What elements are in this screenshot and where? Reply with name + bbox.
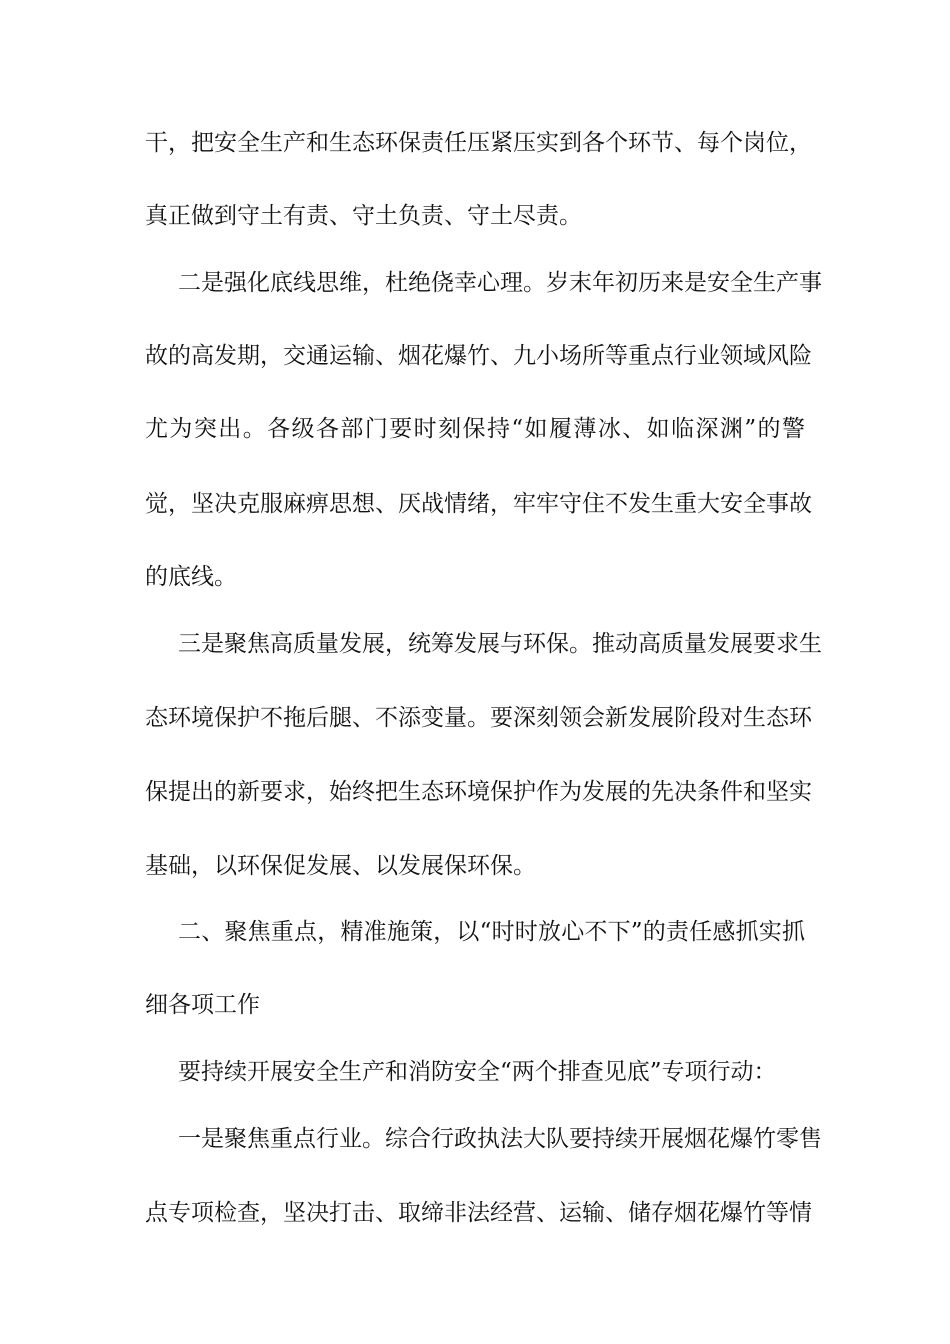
text-line-5: 尤为突出。各级各部门要时刻保持“如履薄冰、如临深渊”的警 — [145, 416, 805, 442]
text-line-12: 二、聚焦重点，精准施策，以“时时放心不下”的责任感抓实抓 — [178, 919, 805, 945]
text-line-11: 基础，以环保促发展、以发展保环保。 — [145, 853, 536, 879]
text-line-3: 二是强化底线思维，杜绝侥幸心理。岁末年初历来是安全生产事 — [178, 270, 822, 296]
text-line-9: 态环境保护不拖后腿、不添变量。要深刻领会新发展阶段对生态环 — [145, 705, 812, 731]
text-line-16: 点专项检查，坚决打击、取缔非法经营、运输、储存烟花爆竹等情 — [145, 1200, 812, 1226]
text-line-13: 细各项工作 — [145, 992, 260, 1018]
text-line-10: 保提出的新要求，始终把生态环境保护作为发展的先决条件和坚实 — [145, 779, 812, 805]
text-line-6: 觉，坚决克服麻痹思想、厌战情绪，牢牢守住不发生重大安全事故 — [145, 491, 812, 517]
text-line-14: 要持续开展安全生产和消防安全“两个排查见底”专项行动： — [178, 1059, 777, 1085]
text-line-7: 的底线。 — [145, 564, 237, 590]
text-line-1: 干，把安全生产和生态环保责任压紧压实到各个环节、每个岗位， — [145, 130, 812, 156]
text-line-2: 真正做到守土有责、守土负责、守土尽责。 — [145, 203, 582, 229]
text-line-8: 三是聚焦高质量发展，统筹发展与环保。推动高质量发展要求生 — [178, 631, 822, 657]
text-line-4: 故的高发期，交通运输、烟花爆竹、九小场所等重点行业领域风险 — [145, 343, 812, 369]
text-line-15: 一是聚焦重点行业。综合行政执法大队要持续开展烟花爆竹零售 — [178, 1126, 822, 1152]
